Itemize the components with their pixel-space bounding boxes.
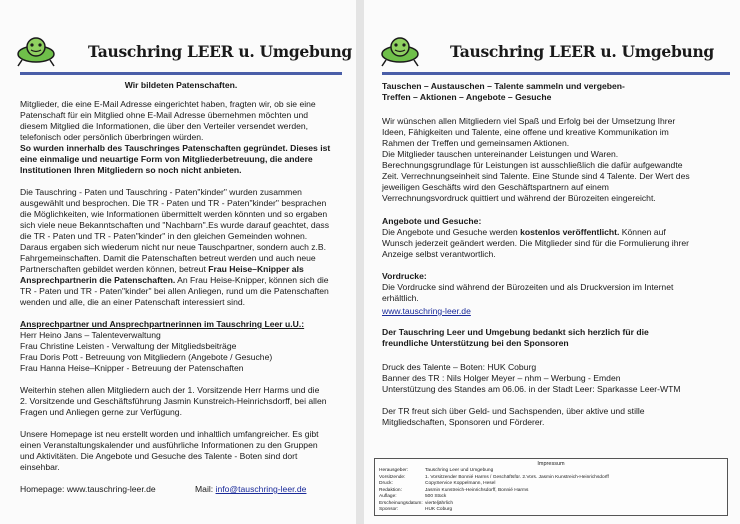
offers-heading: Angebote und Gesuche:	[382, 216, 482, 226]
left-p1-bold-line: Institutionen Ihren Mitgliedern so noch nicht anbieten.	[20, 165, 242, 175]
impressum-title: Impressum	[537, 461, 565, 467]
right-title: Tauschring LEER u. Umgebung	[450, 42, 714, 61]
forms-heading: Vordrucke:	[382, 271, 427, 281]
sponsor-line: Druck des Talente – Boten: HUK Coburg	[382, 362, 537, 372]
thanks-line: freundliche Unterstützung bei den Sponsoren	[382, 338, 569, 348]
website-link[interactable]: www.tauschring-leer.de	[382, 306, 471, 316]
left-p2-line: ausgewählt und besprochen. Die TR - Paten und TR - Paten"kinder" besprachen	[20, 198, 327, 208]
left-p2-line: die TR - Paten und TR - Paten"kinder" in den gleichen Gemeinden wohnen.	[20, 231, 308, 241]
impressum-label: Druck:	[379, 481, 393, 486]
right-p1-line: Rahmen der Treffen und gemeinsamen Aktionen.	[382, 138, 570, 148]
impressum-row	[379, 507, 452, 513]
mail-link[interactable]: info@tauschring-leer.de	[215, 484, 307, 494]
left-p1-bold-line: So wurden innerhalb des Tauschringes Patenschaften gegründet. Dieses ist	[20, 143, 331, 153]
left-title: Tauschring LEER u. Umgebung	[88, 42, 352, 61]
contact-item: Frau Christine Leisten - Verwaltung der Mitgliedsbeiträge	[20, 341, 237, 351]
left-p4-line: Unsere Homepage ist neu erstellt worden und inhaltlich umfangreicher. Es gibt	[20, 429, 319, 439]
impressum-value: vierteljährlich	[425, 500, 453, 506]
left-page	[0, 0, 356, 524]
left-p2-text: Partnerschaften gebildet werden können, betreut	[20, 264, 209, 274]
impressum-box	[374, 458, 728, 516]
impressum-row	[379, 494, 446, 500]
impressum-row	[379, 501, 453, 507]
impressum-label: Herausgeber:	[379, 468, 409, 473]
impressum-label: Redaktion:	[379, 487, 402, 493]
left-p4-line: einen Veranstaltungskalender und ausführliche Informationen zu den Gruppen	[20, 440, 318, 450]
forms-link-line	[382, 306, 471, 317]
left-p1-line: telefonisch oder persönlich überbringen würden.	[20, 132, 204, 142]
page-gutter	[356, 0, 364, 524]
left-p2-bold-name: Frau Heise–Knipper als	[208, 264, 304, 274]
right-p1-line: Berechnungsgrundlage für Leistungen ist ausschließlich die dafür aufgewandte	[382, 160, 683, 170]
impressum-label: Erscheinungsdatum:	[379, 500, 423, 506]
left-p2-line: Fahrgemeinschaften. Damit die Patenschaften betreut werden und auch neue	[20, 253, 316, 263]
tauschring-logo-icon	[380, 32, 420, 68]
impressum-row	[379, 481, 495, 487]
impressum-label: Auflage:	[379, 494, 397, 499]
left-p2-line: Die Tauschring - Paten und Tauschring - Paten"kinder" wurden zusammen	[20, 187, 302, 197]
mail-line	[195, 484, 306, 495]
right-p1-line: Wir wünschen allen Mitgliedern viel Spaß und Erfolg bei der Umsetzung Ihrer	[382, 116, 676, 126]
tauschring-logo-icon	[16, 32, 56, 68]
right-header-rule	[382, 72, 730, 75]
offers-line: Wunsch jederzeit geändert werden. Die Mitglieder sind für die Formulierung ihrer	[382, 238, 689, 248]
sponsor-line: Unterstützung des Standes am 06.06. in der Stadt Leer: Sparkasse Leer-WTM	[382, 384, 681, 394]
right-header	[380, 32, 730, 72]
impressum-label: Vorsitzende:	[379, 474, 406, 480]
left-p2-line: sich viele neue Bekanntschaften und "Nachbarn".Es wurde darauf geachtet, dass	[20, 220, 329, 230]
contacts-heading: Ansprechpartner und Ansprechpartnerinnen im Tauschring Leer u.U.:	[20, 319, 305, 329]
impressum-value: 1. Vorsitzender Bonnié Harms / Geschäftsfür. 2.Vors. Jasmin Kunstreich-Heinrichsdorff	[425, 474, 609, 480]
left-header	[16, 32, 352, 72]
left-p3-line: Fragen und Anliegen gerne zur Verfügung.	[20, 407, 182, 417]
left-p2-bold-role: Ansprechpartnerin die Patenschaften.	[20, 275, 176, 285]
impressum-value: Jasmin Kunstreich-Heinrichsdorff, Bonnié Harms	[425, 487, 529, 493]
left-p1-bold-line: eine einmalige und neuartige Form von Mitgliederbetreuung, die andere	[20, 154, 313, 164]
offers-text: Die Angebote und Gesuche werden	[382, 227, 521, 237]
right-p1-line: Ideen, Fähigkeiten und Talente, eine offene und kreative Kommunikation im	[382, 127, 669, 137]
left-p2-line: wenden und alle, die an einer Patenschaft interessiert sind.	[20, 297, 246, 307]
left-p2-line: TR - Paten und TR - Paten"kinder" bei allen Anliegen, rund um die Patenschaften	[20, 286, 329, 296]
contact-item: Herr Heino Jans – Talenteverwaltung	[20, 330, 161, 340]
left-p2-text: An Frau Heise-Knipper, können sich die	[175, 275, 329, 285]
offers-line: Anzeige selbst verantwortlich.	[382, 249, 496, 259]
left-p1-line: Mitglieder, die eine E-Mail Adresse eingerichtet haben, fragten wir, ob sie eine	[20, 99, 316, 109]
contact-item: Frau Doris Pott - Betreuung von Mitgliedern (Angebote / Gesuche)	[20, 352, 273, 362]
impressum-label: Sponsor:	[379, 507, 399, 512]
impressum-value: HUK Coburg	[425, 507, 453, 512]
closing-line: Mitgliedschaften, Sponsoren und Förderer.	[382, 417, 545, 427]
right-p1-line: jeweiligen Geschäfts wird den Geschäftspartnern auf einem	[382, 182, 609, 192]
right-heading-line: Treffen – Aktionen – Angebote – Gesuche	[382, 92, 552, 102]
left-p2-line	[20, 275, 329, 286]
impressum-row	[379, 468, 493, 474]
impressum-row	[379, 475, 609, 481]
left-p2-line	[20, 264, 304, 275]
left-p4-line: einsehbar.	[20, 462, 60, 472]
right-heading-line: Tauschen – Austauschen – Talente sammeln und vergeben-	[382, 81, 625, 91]
left-p2-line: Daraus ergaben sich wiederum nicht nur neue Tauschpartner, sondern auch z.B.	[20, 242, 327, 252]
closing-line: Der TR freut sich über Geld- und Sachspenden, über aktive und stille	[382, 406, 645, 416]
left-p2-line: die Möglichkeiten, wie Informationen übermittelt werden könnten und so ergaben	[20, 209, 328, 219]
thanks-line: Der Tauschring Leer und Umgebung bedankt sich herzlich für die	[382, 327, 649, 337]
right-p1-line: Zeit. Verrechnungseinheit sind Talente. Eine Stunde sind 4 Talente. Der Wert des	[382, 171, 690, 181]
left-heading: Wir bildeten Patenschaften.	[124, 80, 238, 90]
right-page	[364, 0, 740, 524]
left-p1-line: Patenschaft für ein Mitglied ohne E-Mail Adresse übernehmen möchten und	[20, 110, 309, 120]
right-p1-line: Verrechnungsvordruck quittiert und während der Bürozeiten eingereicht.	[382, 193, 656, 203]
offers-text: Können auf	[619, 227, 666, 237]
impressum-value: 500 Stück	[425, 494, 447, 499]
right-p1-line: Die Mitglieder tauschen untereinander Leistungen und Waren.	[382, 149, 619, 159]
offers-free-bold: kostenlos veröffentlicht.	[520, 227, 620, 237]
contact-item: Frau Hanna Heise–Knipper - Betreuung der Patenschaften	[20, 363, 244, 373]
forms-line: Die Vordrucke sind während der Bürozeiten und als Druckversion im Internet	[382, 282, 674, 292]
impressum-value: CopyService Koppelmann, Hesel	[425, 481, 496, 486]
offers-line	[382, 227, 666, 238]
left-header-rule	[20, 72, 342, 75]
impressum-value: Tauschring Leer und Umgebung	[425, 468, 494, 473]
sponsor-line: Banner des TR : Nils Holger Meyer – nhm – Werbung - Emden	[382, 373, 621, 383]
impressum-row	[379, 488, 528, 494]
left-p1-line: diesem Mitglied die Informationen, die über den Verteiler versendet werden,	[20, 121, 309, 131]
forms-line: erhältlich.	[382, 293, 419, 303]
homepage-label: Homepage: www.tauschring-leer.de	[20, 484, 156, 494]
mail-label: Mail:	[195, 484, 216, 494]
left-p4-line: und Aktivitäten. Die Angebote und Gesuche des Talente - Boten sind dort	[20, 451, 298, 461]
left-p3-line: Weiterhin stehen allen Mitgliedern auch der 1. Vorsitzende Herr Harms und die	[20, 385, 320, 395]
left-p3-line: 2. Vorsitzende und Geschäftsführung Jasmin Kunstreich-Heinrichsdorff, bei allen	[20, 396, 327, 406]
